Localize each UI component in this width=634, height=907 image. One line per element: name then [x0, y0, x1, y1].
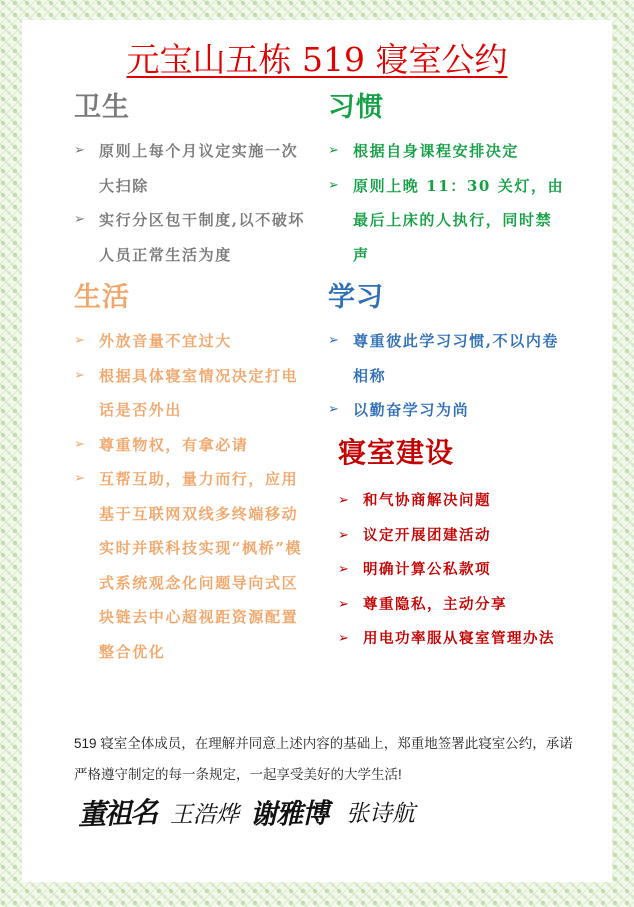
arrow-bullet-icon: ➢: [338, 527, 351, 543]
list-item: ➢ 实行分区包干制度,以不破坏人员正常生活为度: [74, 203, 314, 272]
signature: 张诗航: [346, 801, 415, 827]
section-heading-study: 学习: [328, 282, 384, 313]
list-item: ➢ 尊重隐私，主动分享: [338, 588, 578, 623]
arrow-bullet-icon: ➢: [338, 562, 351, 577]
arrow-bullet-icon: ➢: [338, 596, 351, 612]
arrow-bullet-icon: ➢: [74, 333, 87, 348]
document-page: [22, 20, 612, 882]
signature: 谢雅博: [249, 798, 329, 831]
arrow-bullet-icon: ➢: [338, 493, 351, 508]
dorm-building-list: [338, 484, 578, 657]
arrow-bullet-icon: ➢: [74, 143, 87, 158]
section-habits: [328, 88, 568, 272]
section-dorm-building: [338, 432, 578, 657]
living-list: [74, 324, 314, 669]
section-heading-dorm-building: 寝室建设: [338, 436, 455, 469]
arrow-bullet-icon: ➢: [338, 631, 351, 646]
list-item: ➢ 原则上每个月议定实施一次大扫除: [74, 134, 314, 203]
study-list: [328, 324, 568, 428]
section-heading-living: 生活: [74, 282, 130, 313]
habits-list: [328, 134, 568, 272]
arrow-bullet-icon: ➢: [74, 436, 87, 452]
list-item: ➢ 原则上晚 11：30 关灯，由最后上床的人执行，同时禁声: [328, 169, 568, 273]
list-item: ➢ 根据自身课程安排决定: [328, 134, 568, 169]
list-item: ➢ 尊重物权，有拿必请: [74, 428, 314, 463]
arrow-bullet-icon: ➢: [328, 143, 341, 158]
hygiene-list: [74, 134, 314, 272]
section-living: [74, 278, 314, 669]
list-item: ➢ 以勤奋学习为尚: [328, 393, 568, 428]
signature-row: [78, 792, 578, 836]
list-item: ➢ 和气协商解决问题: [338, 484, 578, 519]
list-item: ➢ 明确计算公私款项: [338, 553, 578, 588]
arrow-bullet-icon: ➢: [74, 367, 87, 383]
list-item: ➢ 用电功率服从寝室管理办法: [338, 622, 578, 657]
arrow-bullet-icon: ➢: [328, 402, 341, 417]
arrow-bullet-icon: ➢: [328, 333, 341, 348]
section-heading-hygiene: 卫生: [74, 92, 130, 123]
signature: 董祖名: [77, 795, 157, 832]
arrow-bullet-icon: ➢: [74, 471, 87, 486]
list-item: ➢ 根据具体寝室情况决定打电话是否外出: [74, 359, 314, 428]
agreement-statement: 519 寝室全体成员，在理解并同意上述内容的基础上，郑重地签署此寝室公约，承诺严格遵守制定的每一条规定，一起享受美好的大学生活!: [74, 736, 573, 782]
list-item: ➢ 互帮互助，量力而行，应用基于互联网双线多终端移动实时并联科技实现“枫桥”模式系统观念化问题导向式区块链去中心超视距资源配置整合优化: [74, 462, 314, 669]
page-title: 元宝山五栋 519 寝室公约: [126, 40, 508, 79]
list-item: ➢ 议定开展团建活动: [338, 519, 578, 554]
section-heading-habits: 习惯: [328, 92, 384, 123]
list-item: ➢ 外放音量不宜过大: [74, 324, 314, 359]
arrow-bullet-icon: ➢: [74, 212, 87, 227]
signature: 王浩烨: [170, 802, 239, 828]
section-hygiene: [74, 88, 314, 272]
list-item: ➢ 尊重彼此学习习惯,不以内卷相称: [328, 324, 568, 393]
section-study: [328, 278, 568, 428]
arrow-bullet-icon: ➢: [328, 177, 341, 193]
